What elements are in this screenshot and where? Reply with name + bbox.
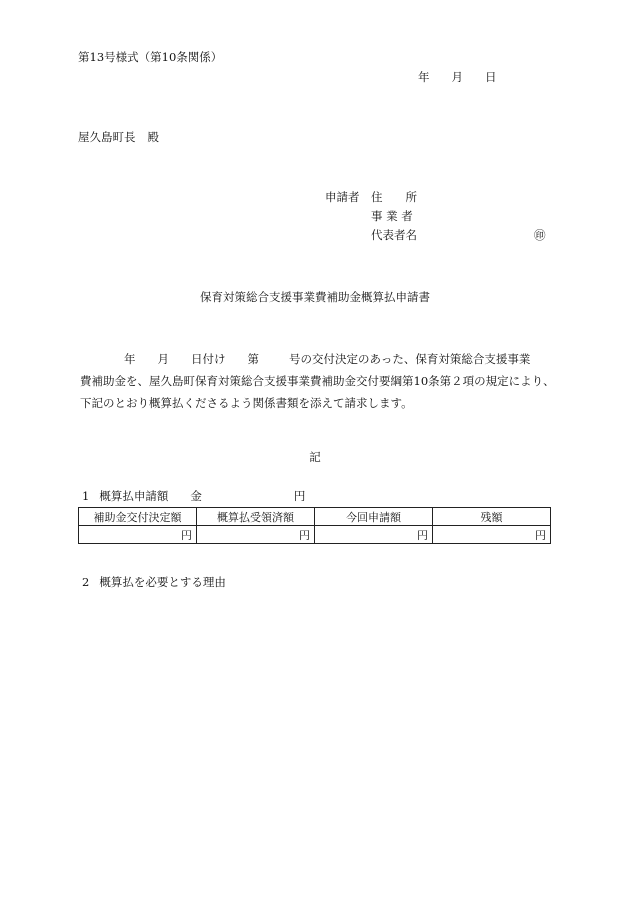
business-label: 事 業 者: [371, 209, 413, 223]
document-title: 保育対策総合支援事業費補助金概算払申請書: [200, 290, 430, 304]
seal-mark: ㊞: [534, 228, 546, 242]
item-2: [82, 575, 226, 589]
date-month: 月: [451, 70, 463, 84]
body-line-2: 費補助金を、屋久島町保育対策総合支援事業費補助金交付要綱第10条第２項の規定により、: [80, 374, 555, 388]
header-received-amount: 概算払受領済額: [197, 508, 315, 526]
body-line1-rest: 号の交付決定のあった、保育対策総合支援事業: [289, 352, 531, 366]
applicant-business-row: [325, 209, 441, 228]
date-line: [418, 70, 497, 84]
cell-decided-amount[interactable]: 円: [79, 526, 197, 544]
item-1-label: 概算払申請額: [99, 489, 169, 503]
cell-current-request[interactable]: 円: [315, 526, 433, 544]
table-header-row: [79, 508, 551, 526]
applicant-representative-row: [325, 228, 441, 247]
body-year: 年: [124, 352, 136, 366]
date-year: 年: [418, 70, 430, 84]
representative-label: 代表者名: [371, 228, 417, 242]
applicant-address-row: [325, 190, 441, 209]
header-remaining: 残額: [433, 508, 551, 526]
applicant-block: [325, 190, 441, 247]
ki-heading: 記: [309, 450, 321, 464]
amounts-table: [78, 507, 551, 544]
item-1-yen: 円: [293, 489, 306, 503]
item-2-label: 概算払を必要とする理由: [99, 575, 226, 589]
addressee: [78, 130, 159, 144]
form-number: 第13号様式（第10条関係）: [78, 50, 223, 64]
body-text: [80, 348, 560, 414]
body-number-prefix: 第: [247, 352, 259, 366]
cell-received-amount[interactable]: 円: [197, 526, 315, 544]
body-dated: 日付け: [191, 352, 226, 366]
body-line-1: [80, 348, 560, 370]
item-1-kin: 金: [190, 489, 202, 503]
body-line-3: 下記のとおり概算払くださるよう関係書類を添えて請求します。: [80, 396, 413, 410]
addressee-honorific: 殿: [147, 130, 159, 144]
date-day: 日: [485, 70, 497, 84]
applicant-prefix: 申請者: [325, 190, 360, 204]
cell-remaining[interactable]: 円: [433, 526, 551, 544]
header-current-request: 今回申請額: [315, 508, 433, 526]
table-row: [79, 526, 551, 544]
addressee-name: 屋久島町長: [78, 130, 136, 144]
body-month: 月: [157, 352, 169, 366]
header-decided-amount: 補助金交付決定額: [79, 508, 197, 526]
item-2-number: 2: [82, 575, 90, 589]
address-label: 住 所: [371, 190, 417, 204]
item-1: [82, 489, 305, 503]
item-1-number: 1: [82, 489, 90, 503]
